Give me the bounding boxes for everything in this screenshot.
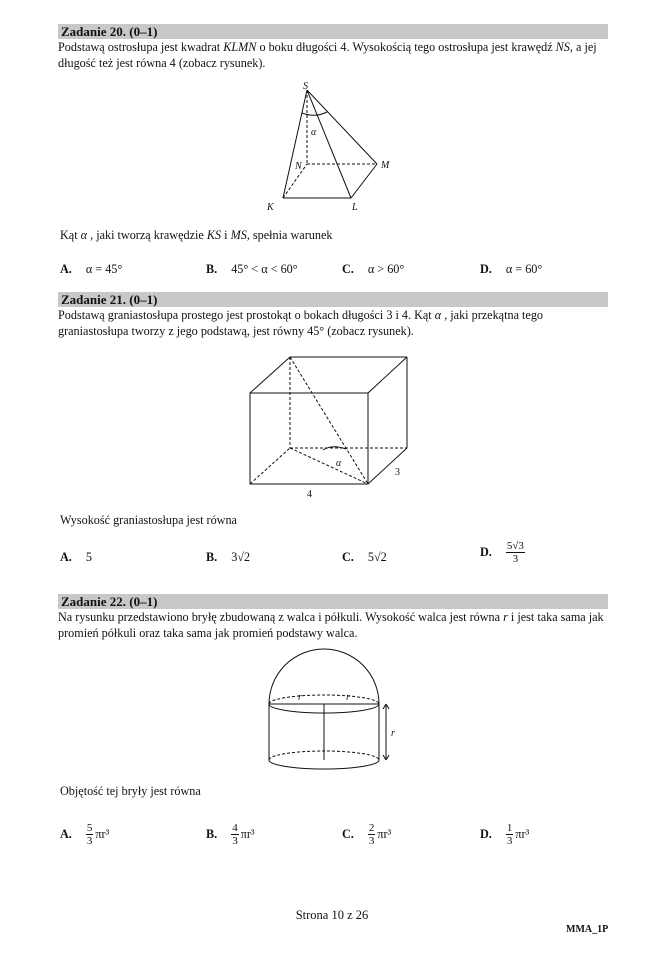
task-header: Zadanie 20. (0–1) — [58, 24, 608, 39]
task-20 — [58, 24, 608, 71]
task-22 — [58, 594, 608, 641]
label-m: M — [381, 160, 390, 171]
fraction: $\frac{2}{3}$ — [368, 822, 375, 847]
answer-d[interactable]: D. $\frac{1}{3}$ πr³ — [480, 822, 530, 847]
task-text: Podstawą graniastosłupa prostego jest prostokąt o bokach długości 3 i 4. Kąt α , jaki przekątna tego graniastosłupa tworzy z jego podstawą, jest równy 45° (zobacz rysunek). — [58, 308, 544, 338]
cylinder-hemisphere-figure — [255, 648, 415, 778]
label-four: 4 — [307, 489, 312, 498]
answer-a[interactable]: A. $\frac{5}{3}$ πr³ — [60, 822, 110, 847]
answers-22 — [60, 822, 600, 858]
fraction: $\frac{5}{3}$ — [86, 822, 93, 847]
answer-b[interactable]: B. $\frac{4}{3}$ πr³ — [206, 822, 255, 847]
answers-21 — [60, 540, 600, 576]
page-number: Strona 10 z 26 — [295, 908, 369, 922]
answer-d[interactable]: D. $\frac{5√3}{3}$ — [480, 540, 524, 565]
pyramid-figure — [255, 80, 405, 215]
label-n: N — [295, 161, 302, 172]
task-question: Kąt α , jaki tworzą krawędzie KS i MS, spełnia warunek — [60, 228, 333, 242]
front-bottom-arc — [269, 760, 379, 769]
task-header: Zadanie 21. (0–1) — [58, 292, 608, 307]
angle-arc — [302, 112, 327, 115]
edge-lm — [351, 164, 377, 198]
edge-top-right — [368, 357, 407, 393]
prism-figure — [240, 348, 420, 498]
edge-ms — [307, 90, 377, 164]
edge-bottom-right — [368, 448, 407, 484]
exam-code: MMA_1P — [566, 924, 609, 935]
answers-20 — [60, 262, 600, 278]
fraction: $\frac{1}{3}$ — [506, 822, 513, 847]
label-r-side: r — [391, 728, 395, 739]
fraction: $\frac{4}{3}$ — [232, 822, 238, 847]
space-diagonal — [290, 357, 368, 484]
label-r-right: r — [346, 692, 350, 703]
label-alpha: α — [336, 458, 342, 469]
answer-c[interactable]: C. α > 60° — [342, 262, 405, 276]
label-alpha: α — [311, 127, 317, 138]
answer-b[interactable]: B. 3√2 — [206, 550, 251, 564]
hidden-top-arc — [269, 695, 379, 704]
task-21 — [58, 292, 608, 339]
fraction: $\frac{5√3}{3}$ — [506, 540, 524, 565]
task-header: Zadanie 22. (0–1) — [58, 594, 608, 609]
edge-top-left — [250, 357, 290, 393]
task-text: Na rysunku przedstawiono bryłę zbudowaną z walca i półkuli. Wysokość walca jest równa r i jest taka sama jak promień półkuli oraz taka sama jak promień podstawy walca. — [58, 610, 604, 640]
edge-ls — [307, 90, 351, 198]
answer-d[interactable]: D. α = 60° — [480, 262, 543, 276]
front-face — [250, 393, 368, 484]
task-question: Objętość tej bryły jest równa — [60, 784, 201, 798]
answer-a[interactable]: A. 5 — [60, 550, 92, 564]
label-l: L — [352, 202, 358, 213]
hemisphere-outline — [269, 649, 379, 704]
answer-a[interactable]: A. α = 45° — [60, 262, 123, 276]
answer-b[interactable]: B. 45° < α < 60° — [206, 262, 298, 276]
label-s: S — [303, 81, 308, 92]
angle-arc — [323, 447, 346, 450]
base-diagonal — [290, 448, 368, 484]
label-three: 3 — [395, 467, 400, 478]
hidden-bottom-left — [250, 448, 290, 484]
answer-c[interactable]: C. $\frac{2}{3}$ πr³ — [342, 822, 392, 847]
task-text: Podstawą ostrosłupa jest kwadrat KLMN o boku długości 4. Wysokością tego ostrosłupa jest krawędź NS, a jej długość też jest równa 4 (zobacz rysunek). — [58, 40, 597, 70]
answer-c[interactable]: C. 5√2 — [342, 550, 387, 564]
label-r-left: r — [298, 692, 302, 703]
label-k: K — [267, 202, 274, 213]
task-question: Wysokość graniastosłupa jest równa — [60, 513, 237, 527]
